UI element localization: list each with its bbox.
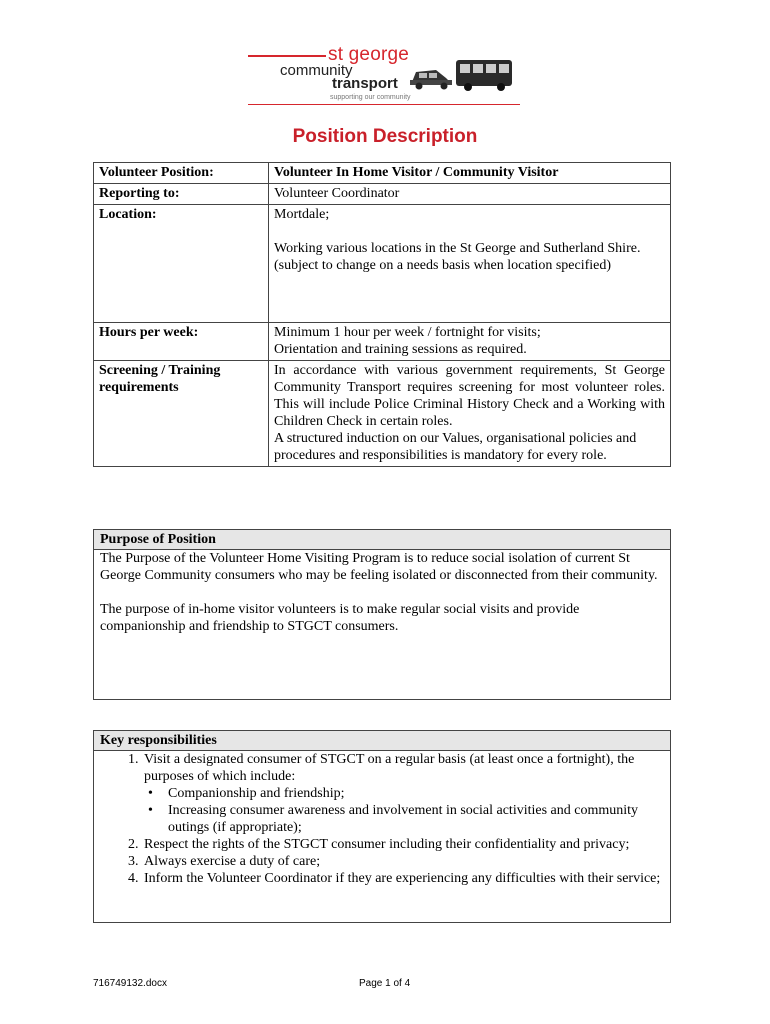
table-row — [94, 323, 671, 361]
purpose-paragraph-1: The Purpose of the Volunteer Home Visiting Program is to reduce social isolation of current St George Community consumers who may be feeling isolated or disconnected from their community. — [100, 551, 658, 583]
page-title: Position Description — [292, 126, 478, 147]
row-value — [269, 205, 671, 323]
row-value — [269, 323, 671, 361]
purpose-paragraph-2: The purpose of in-home visitor volunteers is to make regular social visits and provide companionship and friendship to STGCT consumers. — [100, 602, 580, 634]
list-item — [142, 751, 670, 836]
table-row — [94, 205, 671, 323]
sub-list-item: • Increasing consumer awareness and involvement in social activities and community outings (if appropriate); — [168, 802, 670, 836]
logo-line-3: transport — [332, 75, 398, 92]
position-info-table — [93, 162, 671, 467]
hours-line-1: Minimum 1 hour per week / fortnight for visits; — [274, 325, 541, 340]
row-value — [269, 163, 671, 184]
sub-list-item: • Companionship and friendship; — [168, 785, 670, 802]
responsibilities-list — [94, 751, 670, 887]
logo-line-2: community — [280, 62, 353, 79]
footer-page-number: Page 1 of 4 — [359, 978, 411, 989]
purpose-heading: Purpose of Position — [94, 530, 670, 550]
screening-line-1: In accordance with various government requirements, St George Community Transport requires screening for most volunteer roles. This will include Police Criminal History Check and a Working with Children Check in certain roles. — [274, 363, 665, 429]
list-item: 3. Always exercise a duty of care; — [142, 853, 670, 870]
row-label: Volunteer Position: — [94, 163, 269, 184]
organisation-logo — [248, 44, 520, 108]
logo-rule-bottom — [248, 104, 520, 105]
purpose-body — [94, 550, 670, 635]
row-label: Location: — [94, 205, 269, 323]
logo-tagline: supporting our community — [330, 94, 411, 101]
table-row — [94, 361, 671, 467]
row-label: Reporting to: — [94, 184, 269, 205]
key-responsibilities-section — [93, 730, 671, 923]
logo-rule-top — [248, 55, 326, 57]
position-value: Volunteer In Home Visitor / Community Visitor — [274, 165, 559, 180]
location-line-2: Working various locations in the St George and Sutherland Shire. (subject to change on a needs basis when location specified) — [274, 241, 641, 273]
table-row — [94, 163, 671, 184]
list-item: 4. Inform the Volunteer Coordinator if they are experiencing any difficulties with their service; — [142, 870, 670, 887]
purpose-section — [93, 529, 671, 700]
sub-list — [144, 785, 670, 836]
footer-filename: 716749132.docx — [93, 978, 167, 989]
hours-line-2: Orientation and training sessions as required. — [274, 342, 527, 357]
row-label: Hours per week: — [94, 323, 269, 361]
row-value: Volunteer Coordinator — [269, 184, 671, 205]
row-label: Screening / Training requirements — [94, 361, 269, 467]
vehicles-icon — [406, 56, 516, 92]
responsibility-text: Visit a designated consumer of STGCT on a regular basis (at least once a fortnight), the purposes of which include: — [144, 752, 635, 784]
screening-line-2: A structured induction on our Values, organisational policies and procedures and responsibilities is mandatory for every role. — [274, 431, 637, 463]
location-line-1: Mortdale; — [274, 207, 330, 222]
row-value — [269, 361, 671, 467]
key-responsibilities-heading: Key responsibilities — [94, 731, 670, 751]
table-row — [94, 184, 671, 205]
logo-line-1: st george — [328, 44, 410, 65]
list-item: 2. Respect the rights of the STGCT consumer including their confidentiality and privacy; — [142, 836, 670, 853]
